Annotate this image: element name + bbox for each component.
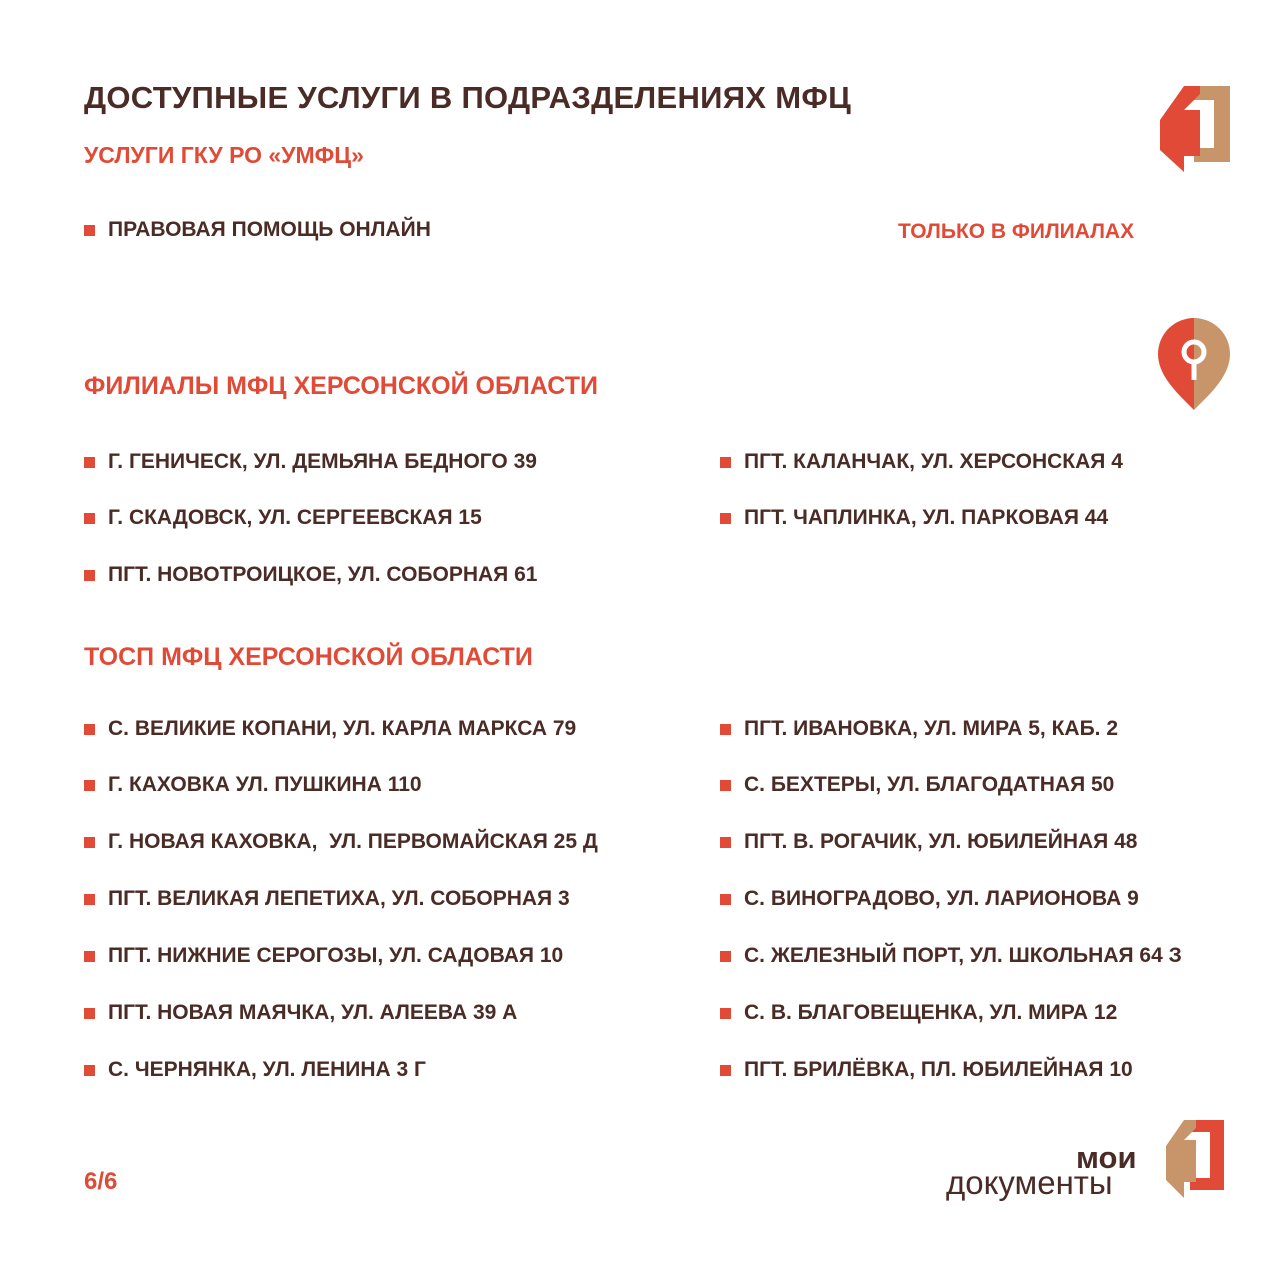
list-item: ПГТ. ЧАПЛИНКА, УЛ. ПАРКОВАЯ 44 [720, 506, 1108, 530]
page-title: ДОСТУПНЫЕ УСЛУГИ В ПОДРАЗДЕЛЕНИЯХ МФЦ [84, 80, 852, 115]
list-item: С. В. БЛАГОВЕЩЕНКА, УЛ. МИРА 12 [720, 1001, 1117, 1025]
bullet-icon [84, 780, 95, 791]
bullet-icon [720, 780, 731, 791]
bullet-icon [84, 894, 95, 905]
list-item: ПГТ. НОВОТРОИЦКОЕ, УЛ. СОБОРНАЯ 61 [84, 563, 537, 587]
bullet-icon [720, 951, 731, 962]
bullet-icon [84, 1008, 95, 1019]
list-item: Г. КАХОВКА УЛ. ПУШКИНА 110 [84, 773, 422, 797]
bullet-icon [720, 513, 731, 524]
list-item: ПГТ. ВЕЛИКАЯ ЛЕПЕТИХА, УЛ. СОБОРНАЯ 3 [84, 887, 570, 911]
map-pin-icon [1158, 318, 1230, 410]
bullet-icon [84, 570, 95, 581]
bullet-icon [84, 457, 95, 468]
list-item: С. ВЕЛИКИЕ КОПАНИ, УЛ. КАРЛА МАРКСА 79 [84, 717, 576, 741]
bullet-icon [84, 837, 95, 848]
list-item: ПГТ. ИВАНОВКА, УЛ. МИРА 5, КАБ. 2 [720, 717, 1118, 741]
logo-icon [1166, 1120, 1224, 1198]
list-item: Г. СКАДОВСК, УЛ. СЕРГЕЕВСКАЯ 15 [84, 506, 482, 530]
list-item: ПГТ. НИЖНИЕ СЕРОГОЗЫ, УЛ. САДОВАЯ 10 [84, 944, 563, 968]
tosp-heading: ТОСП МФЦ ХЕРСОНСКОЙ ОБЛАСТИ [84, 643, 533, 671]
page-subtitle: УСЛУГИ ГКУ РО «УМФЦ» [84, 142, 364, 168]
list-item: ПГТ. КАЛАНЧАК, УЛ. ХЕРСОНСКАЯ 4 [720, 450, 1123, 474]
list-item: Г. ГЕНИЧЕСК, УЛ. ДЕМЬЯНА БЕДНОГО 39 [84, 450, 537, 474]
service-note: ТОЛЬКО В ФИЛИАЛАХ [898, 220, 1135, 243]
list-item: ПГТ. БРИЛЁВКА, ПЛ. ЮБИЛЕЙНАЯ 10 [720, 1058, 1133, 1082]
list-item: ПГТ. НОВАЯ МАЯЧКА, УЛ. АЛЕЕВА 39 А [84, 1001, 517, 1025]
bullet-icon [84, 951, 95, 962]
brand-name-line2: документы [946, 1164, 1113, 1201]
bullet-icon [84, 724, 95, 735]
branches-heading: ФИЛИАЛЫ МФЦ ХЕРСОНСКОЙ ОБЛАСТИ [84, 372, 598, 400]
bullet-icon [720, 894, 731, 905]
service-name: ПРАВОВАЯ ПОМОЩЬ ОНЛАЙН [108, 218, 431, 241]
service-item [84, 218, 431, 242]
bullet-icon [720, 724, 731, 735]
list-item: С. ЖЕЛЕЗНЫЙ ПОРТ, УЛ. ШКОЛЬНАЯ 64 З [720, 944, 1182, 968]
list-item: ПГТ. В. РОГАЧИК, УЛ. ЮБИЛЕЙНАЯ 48 [720, 830, 1137, 854]
list-item: С. БЕХТЕРЫ, УЛ. БЛАГОДАТНАЯ 50 [720, 773, 1114, 797]
bullet-icon [720, 457, 731, 468]
bullet-icon [84, 513, 95, 524]
bullet-icon [84, 1065, 95, 1076]
list-item: Г. НОВАЯ КАХОВКА, УЛ. ПЕРВОМАЙСКАЯ 25 Д [84, 830, 598, 854]
list-item: С. ВИНОГРАДОВО, УЛ. ЛАРИОНОВА 9 [720, 887, 1139, 911]
bullet-icon [84, 225, 95, 236]
page-number: 6/6 [84, 1168, 118, 1195]
logo-icon [1160, 86, 1230, 172]
bullet-icon [720, 1008, 731, 1019]
list-item: С. ЧЕРНЯНКА, УЛ. ЛЕНИНА 3 Г [84, 1058, 426, 1082]
bullet-icon [720, 1065, 731, 1076]
brand-name-line1: мои [1076, 1140, 1137, 1175]
bullet-icon [720, 837, 731, 848]
